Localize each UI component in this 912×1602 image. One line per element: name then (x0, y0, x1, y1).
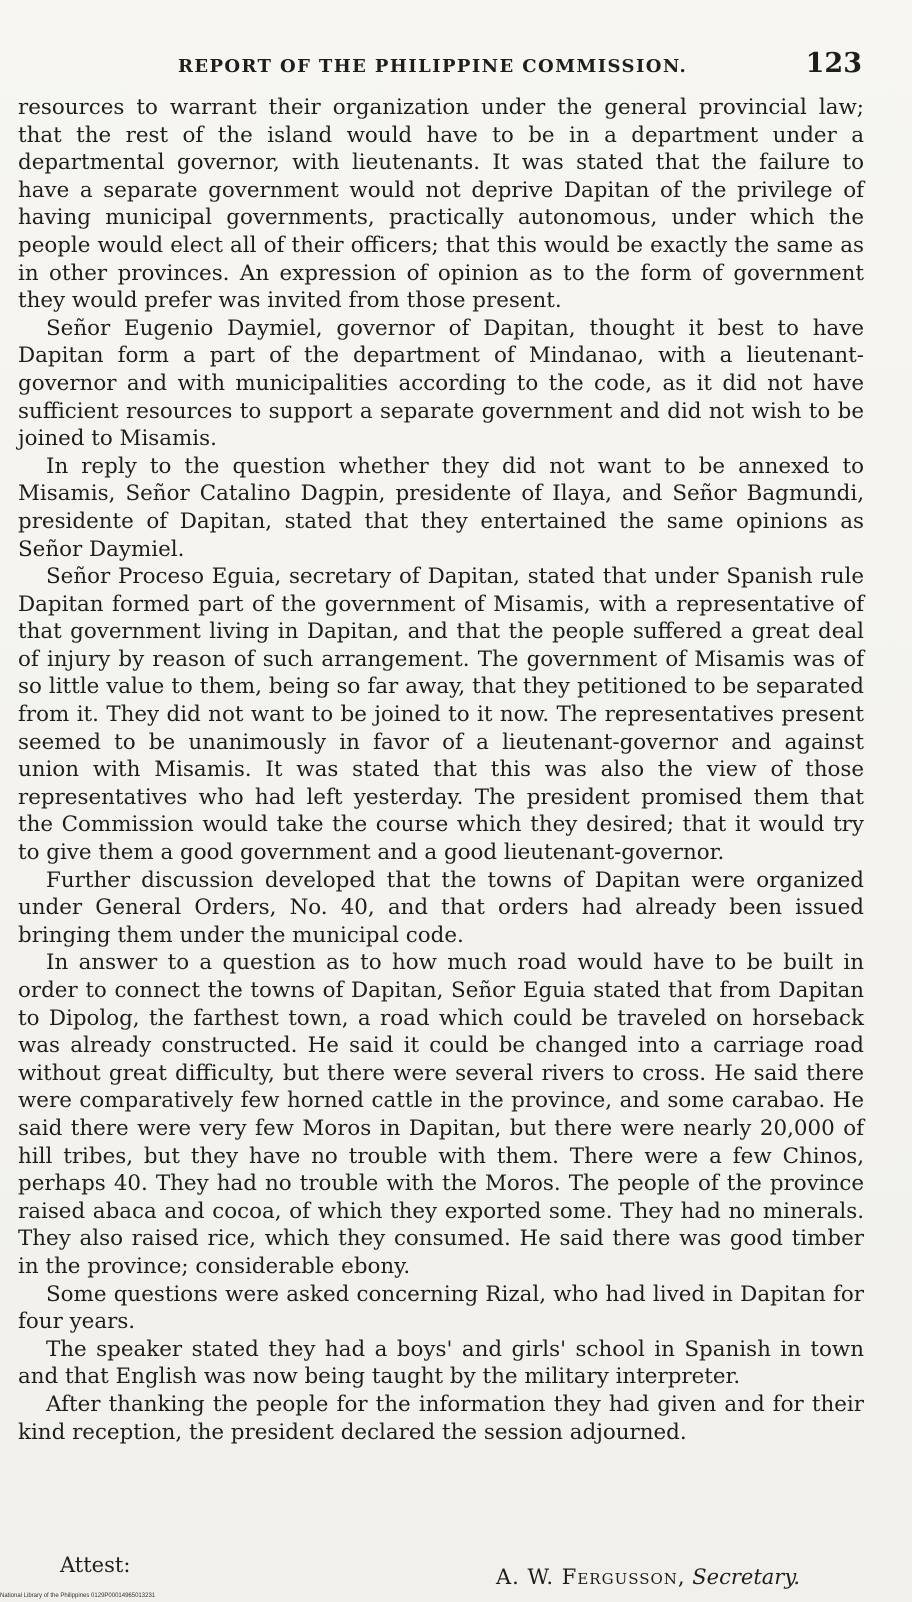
running-head: REPORT OF THE PHILIPPINE COMMISSION. (178, 56, 688, 77)
paragraph-daymiel: Señor Eugenio Daymiel, governor of Dapitan, thought it best to have Dapitan form a part of the department of Mindanao, with a lieutenant-governor and with municipalities according to the code, as it did not have sufficient resources to support a separate government and did not wish to be joined to Misamis. (18, 315, 864, 452)
page-header (0, 48, 912, 88)
paragraph-road-question: In answer to a question as to how much road would have to be built in order to connect the towns of Dapitan, Señor Eguia stated that from Dapitan to Dipolog, the farthest town, a road which could be traveled on horseback was already constructed. He said it could be changed into a carriage road without great difficulty, but there were several rivers to cross. He said there were comparatively few horned cattle in the province, and some carabao. He said there were very few Moros in Dapitan, but there were nearly 20,000 of hill tribes, but they have no trouble with them. There were a few Chinos, perhaps 40. They had no trouble with the Moros. The people of the province raised abaca and cocoa, of which they exported some. They had no minerals. They also raised rice, which they consumed. He said there was good timber in the province; considerable ebony. (18, 950, 864, 1279)
paragraph-eguia-spanish-rule: Señor Proceso Eguia, secretary of Dapitan, stated that under Spanish rule Dapitan formed part of the government of Misamis, with a representative of that government living in Dapitan, and that the people suffered a great deal of injury by reason of such arrangement. The government of Misamis was of so little value to them, being so far away, that they petitioned to be separated from it. They did not want to be joined to it now. The representatives present seemed to be unanimously in favor of a lieutenant-governor and against union with Misamis. It was stated that this was also the view of those representatives who had left yesterday. The president promised them that the Commission would take the course which they desired; that it would try to give them a good government and a good lieutenant-governor. (18, 564, 864, 866)
paragraph-school: The speaker stated they had a boys' and girls' school in Spanish in town and that English was now being taught by the military interpreter. (18, 1336, 864, 1390)
signature (496, 1565, 800, 1589)
body-text (18, 94, 864, 1446)
signatory-name: A. W. Fergusson, (496, 1565, 686, 1589)
paragraph-general-orders: Further discussion developed that the towns of Dapitan were organized under General Orders, No. 40, and that orders had already been issued bringing them under the municipal code. (18, 867, 864, 948)
paragraph-rizal: Some questions were asked concerning Rizal, who had lived in Dapitan for four years. (18, 1281, 864, 1335)
paragraph-adjournment: After thanking the people for the information they had given and for their kind reception, the president declared the session adjourned. (18, 1391, 864, 1445)
scan-footer: National Library of the Philippines 0129P00014965013231 (0, 1593, 156, 1599)
attest-label: Attest: (60, 1553, 131, 1577)
paragraph-continued: resources to warrant their organization under the general provincial law; that the rest of the island would have to be in a department under a departmental governor, with lieutenants. It was stated that the failure to have a separate government would not deprive Dapitan of the privilege of having municipal governments, practically autonomous, under which the people would elect all of their officers; that this would be exactly the same as in other provinces. An expression of opinion as to the form of government they would prefer was invited from those present. (18, 95, 864, 314)
page-number: 123 (805, 48, 862, 79)
signatory-title: Secretary. (692, 1565, 801, 1589)
paragraph-annexation-reply: In reply to the question whether they did not want to be annexed to Misamis, Señor Catalino Dagpin, presidente of Ilaya, and Señor Bagmundi, presidente of Dapitan, stated that they entertained the same opinions as Señor Daymiel. (18, 453, 864, 562)
attestation (60, 1553, 860, 1587)
